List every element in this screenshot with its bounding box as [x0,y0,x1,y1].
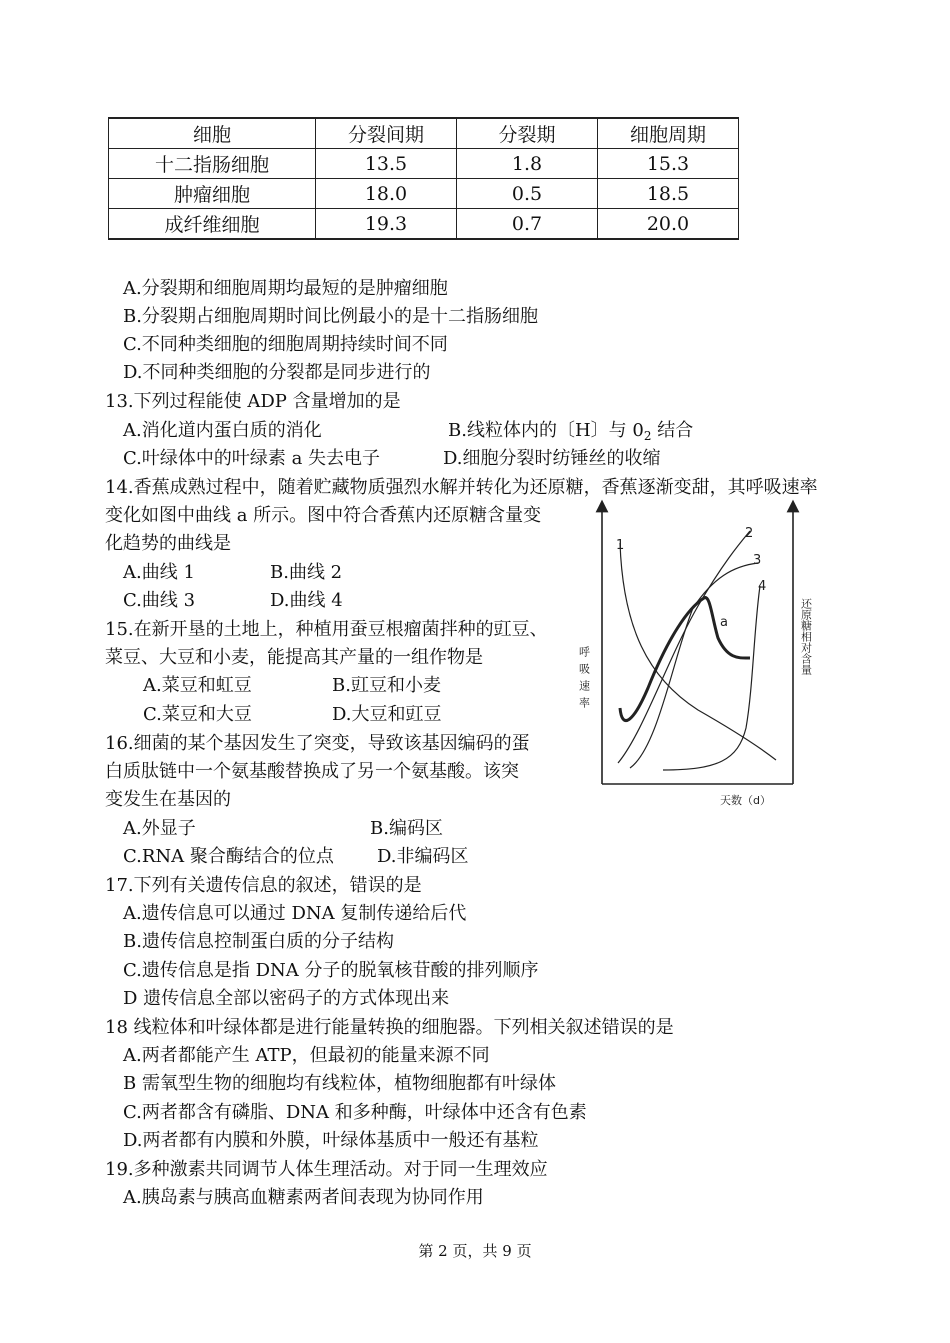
q16-option-b: B.编码区 [370,818,443,839]
q14-option-a: A.曲线 1 [123,562,195,583]
q13-option-b-end: 结合 [651,420,694,441]
curve-a-label: a [720,615,728,630]
table-cell: 0.7 [457,209,598,240]
q13-option-b [448,420,693,447]
curve-a [620,598,750,721]
q16-option-c: C.RNA 聚合酶结合的位点 [123,846,334,867]
table-header: 细胞周期 [598,118,739,149]
q15-stem-line2: 菜豆、大豆和小麦，能提高其产量的一组作物是 [105,647,483,668]
curve-2-label: 2 [745,526,754,541]
table-row [109,149,739,179]
q14-stem-line2: 变化如图中曲线 a 所示。图中符合香蕉内还原糖含量变 [105,505,542,526]
table-cell: 肿瘤细胞 [109,179,316,209]
q13-option-d: D.细胞分裂时纺锤丝的收缩 [443,448,661,469]
q17-option-b: B.遗传信息控制蛋白质的分子结构 [123,931,394,952]
q13-option-b-text: B.线粒体内的〔H〕与 0 [448,420,644,441]
q17-option-c: C.遗传信息是指 DNA 分子的脱氧核苷酸的排列顺序 [123,960,539,981]
table-cell: 十二指肠细胞 [109,149,316,179]
q15-option-c: C.菜豆和大豆 [143,704,252,725]
table-cell: 15.3 [598,149,739,179]
q16-stem-line1: 16.细菌的某个基因发生了突变，导致该基因编码的蛋 [105,733,530,754]
table-cell: 20.0 [598,209,739,240]
q15-option-a: A.菜豆和虹豆 [143,675,252,696]
y-axis-left-label: 呼吸速率 [577,646,591,714]
table-cell: 1.8 [457,149,598,179]
cell-cycle-table [108,117,739,240]
q18-stem: 18 线粒体和叶绿体都是进行能量转换的细胞器。下列相关叙述错误的是 [105,1017,674,1038]
q15-option-b: B.豇豆和小麦 [332,675,441,696]
q17-option-d: D 遗传信息全部以密码子的方式体现出来 [123,988,450,1009]
curve-1 [620,543,776,760]
table-cell: 19.3 [316,209,457,240]
q14-stem-line1: 14.香蕉成熟过程中，随着贮藏物质强烈水解并转化为还原糖，香蕉逐渐变甜，其呼吸速率 [105,477,818,498]
q17-option-a: A.遗传信息可以通过 DNA 复制传递给后代 [123,903,467,924]
table-cell: 18.0 [316,179,457,209]
q12-option-a: A.分裂期和细胞周期均最短的是肿瘤细胞 [123,278,448,299]
table-cell: 成纤维细胞 [109,209,316,240]
table-row [109,179,739,209]
table-cell: 13.5 [316,149,457,179]
q18-option-c: C.两者都含有磷脂、DNA 和多种酶，叶绿体中还含有色素 [123,1102,587,1123]
q13-stem: 13.下列过程能使 ADP 含量增加的是 [105,391,401,412]
q12-option-c: C.不同种类细胞的细胞周期持续时间不同 [123,334,448,355]
q14-option-b: B.曲线 2 [270,562,343,583]
respiration-sugar-chart [568,498,828,818]
q16-stem-line2: 白质肽链中一个氨基酸替换成了另一个氨基酸。该突 [105,761,519,782]
q16-option-d: D.非编码区 [377,846,469,867]
q13-option-b-subscript: 2 [643,429,652,443]
table-header: 细胞 [109,118,316,149]
curve-4-label: 4 [758,579,767,594]
q15-option-d: D.大豆和豇豆 [332,704,442,725]
q16-stem-line3: 变发生在基因的 [105,789,231,810]
q17-stem: 17.下列有关遗传信息的叙述，错误的是 [105,875,422,896]
q15-stem-line1: 15.在新开垦的土地上，种植用蚕豆根瘤菌拌种的豇豆、 [105,619,548,640]
table-cell: 18.5 [598,179,739,209]
q16-option-a: A.外显子 [123,818,196,839]
table-cell: 0.5 [457,179,598,209]
table-header: 分裂间期 [316,118,457,149]
x-axis-label: 天数（d） [720,794,771,807]
q12-option-d: D.不同种类细胞的分裂都是同步进行的 [123,362,431,383]
curve-1-label: 1 [616,538,625,553]
q12-option-b: B.分裂期占细胞周期时间比例最小的是十二指肠细胞 [123,306,538,327]
q19-stem: 19.多种激素共同调节人体生理活动。对于同一生理效应 [105,1159,548,1180]
curve-3-label: 3 [753,553,762,568]
q18-option-b: B 需氧型生物的细胞均有线粒体，植物细胞都有叶绿体 [123,1073,556,1094]
q14-option-c: C.曲线 3 [123,590,196,611]
q14-stem-line3: 化趋势的曲线是 [105,533,231,554]
table-row [109,209,739,240]
y-axis-right-label: 还原糖相对含量 [799,598,813,675]
table-header: 分裂期 [457,118,598,149]
q19-option-a: A.胰岛素与胰高血糖素两者间表现为协同作用 [123,1187,484,1208]
q18-option-a: A.两者都能产生 ATP，但最初的能量来源不同 [123,1045,490,1066]
q13-option-a: A.消化道内蛋白质的消化 [123,420,322,441]
q14-option-d: D.曲线 4 [270,590,343,611]
curve-2 [618,531,750,763]
table-header-row [109,118,739,149]
q18-option-d: D.两者都有内膜和外膜，叶绿体基质中一般还有基粒 [123,1130,539,1151]
curve-3 [630,563,758,768]
q13-option-c: C.叶绿体中的叶绿素 a 失去电子 [123,448,381,469]
page-footer: 第 2 页，共 9 页 [418,1242,532,1260]
